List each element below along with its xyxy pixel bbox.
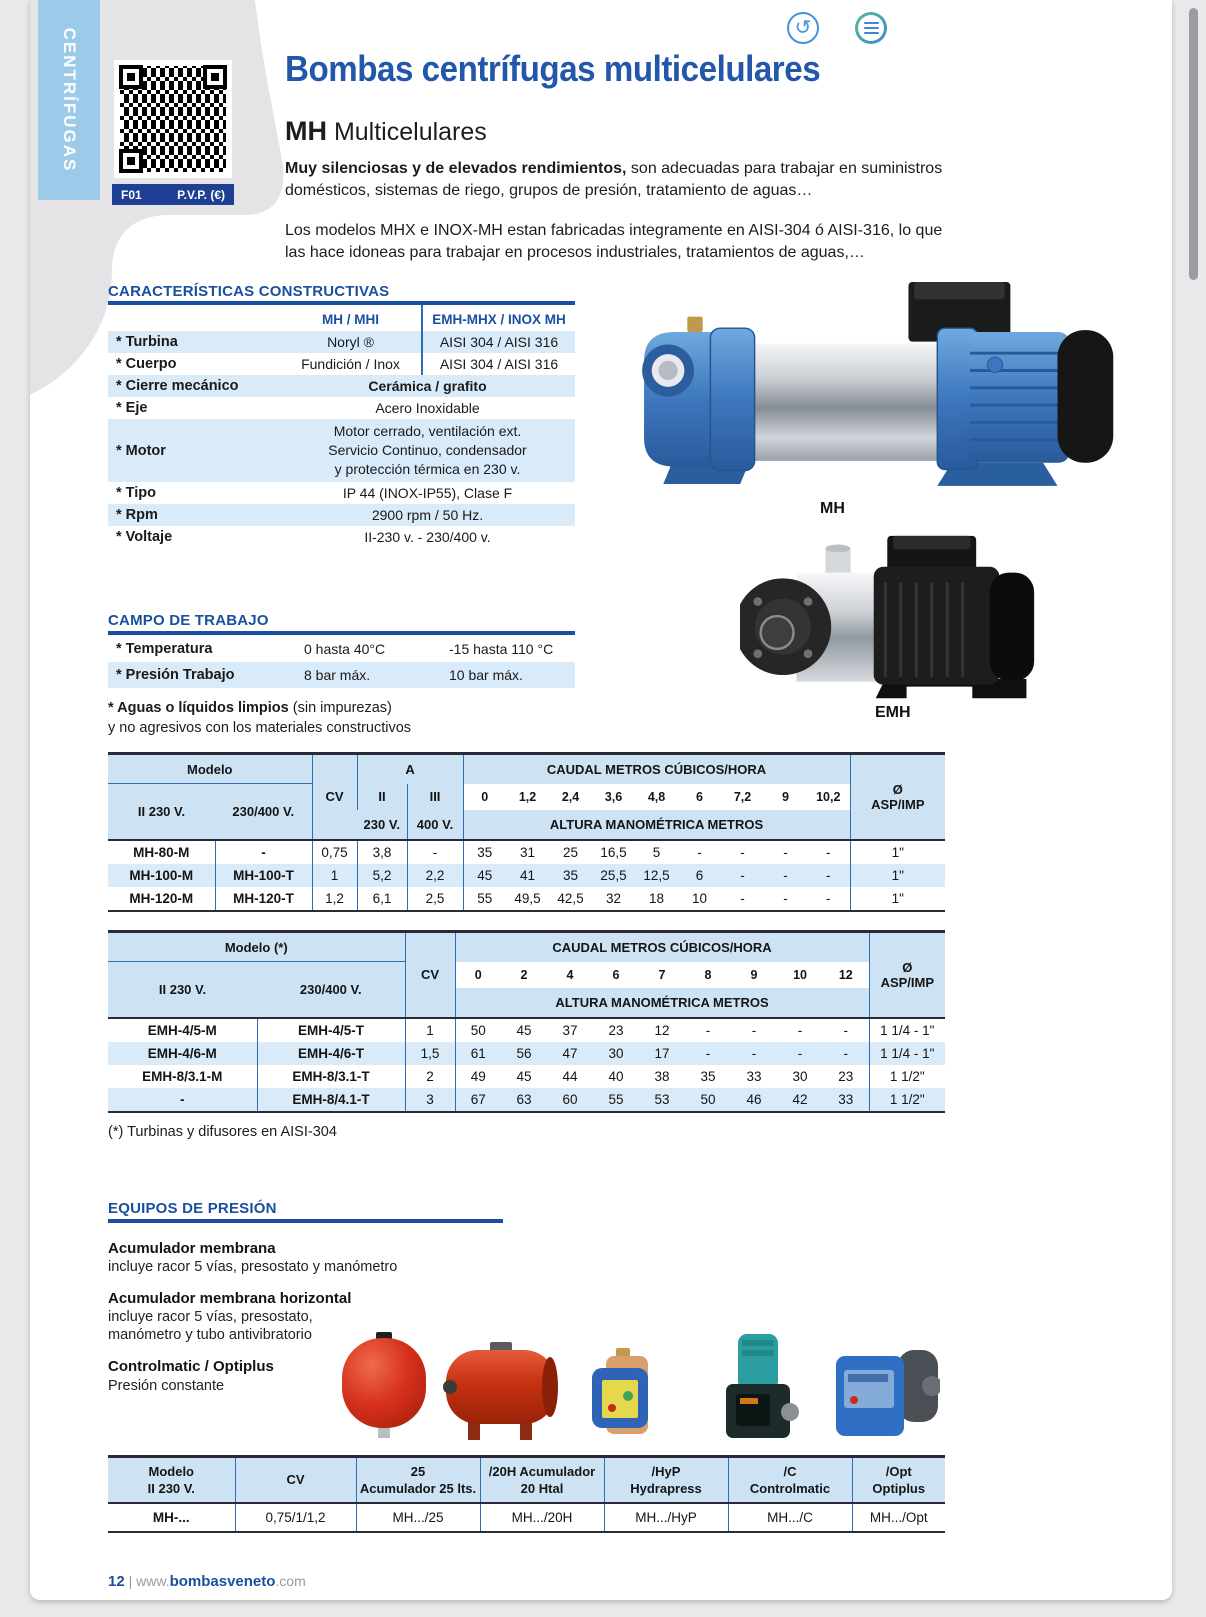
emh-image-label: EMH xyxy=(875,704,911,721)
table-row xyxy=(108,1065,945,1088)
flow-header-cell: 0 xyxy=(463,784,506,810)
table-cell: 31 xyxy=(520,844,536,860)
table-cell: 49,5 xyxy=(514,890,541,906)
table-cell: 45 xyxy=(516,1022,532,1038)
table-row xyxy=(108,1503,945,1532)
spec-value: -15 hasta 110 °C xyxy=(449,641,554,657)
table-cell: MH-80-M xyxy=(133,844,190,860)
qr-finder-icon xyxy=(203,65,227,89)
column-header: /20H Acumulador 20 Htal xyxy=(480,1457,604,1503)
table-cell: 33 xyxy=(746,1068,762,1084)
section-rule xyxy=(108,631,575,635)
intro-lead: Muy silenciosas y de elevados rendimientos, xyxy=(285,160,627,177)
page-footer xyxy=(108,1573,306,1590)
qr-code xyxy=(114,60,232,178)
table-cell: 35 xyxy=(700,1068,716,1084)
menu-button[interactable] xyxy=(855,12,887,44)
horizontal-accumulator-image xyxy=(442,1342,560,1442)
table-cell: EMH-4/6-T xyxy=(257,1042,405,1065)
spec-value: IP 44 (INOX-IP55), Clase F xyxy=(342,485,513,501)
table-cell: 6 xyxy=(695,867,704,883)
motor-line: Motor cerrado, ventilación ext. xyxy=(333,423,522,439)
table-cell: 1" xyxy=(850,840,945,864)
equipos-table xyxy=(108,1455,945,1533)
flow-header-cell: 7,2 xyxy=(721,784,764,810)
table-cell: EMH-8/3.1-M xyxy=(142,1068,223,1084)
spec-value xyxy=(280,419,575,482)
table-cell: 1" xyxy=(850,887,945,911)
menu-icon xyxy=(858,15,884,41)
a-sub-header: 400 V. xyxy=(407,810,463,840)
motor-line: Servicio Continuo, condensador xyxy=(328,442,527,458)
table-cell: MH.../25 xyxy=(356,1503,480,1532)
caudal-header: CAUDAL METROS CÚBICOS/HORA xyxy=(463,754,850,784)
spec-label: * Rpm xyxy=(116,507,158,523)
cv-header: CV xyxy=(312,754,357,840)
footer-separator: | xyxy=(128,1573,133,1589)
section-heading-campo: CAMPO DE TRABAJO xyxy=(108,612,269,629)
table-cell: - xyxy=(740,867,745,883)
page-title: Bombas centrífugas multicelulares xyxy=(285,48,821,89)
asp-label: ASP/IMP xyxy=(880,974,935,990)
table-body xyxy=(108,840,945,911)
motor-line: y protección térmica en 230 v. xyxy=(334,461,521,477)
table-cell: MH.../20H xyxy=(480,1503,604,1532)
flow-header-cell: 8 xyxy=(685,962,731,988)
caracteristicas-table xyxy=(108,305,575,548)
intro-paragraph xyxy=(285,158,945,202)
spec-label: * Turbina xyxy=(116,334,178,350)
caudal-header: CAUDAL METROS CÚBICOS/HORA xyxy=(455,932,869,962)
spec-label: * Presión Trabajo xyxy=(116,667,235,683)
emh-performance-table xyxy=(108,930,945,1113)
table-cell: EMH-8/3.1-T xyxy=(257,1065,405,1088)
spec-value: AISI 304 / AISI 316 xyxy=(422,353,575,375)
controlmatic-image xyxy=(716,1334,800,1446)
spec-value: Fundición / Inox xyxy=(301,356,400,372)
table-footnote: (*) Turbinas y difusores en AISI-304 xyxy=(108,1124,337,1140)
flow-header-row xyxy=(108,784,945,810)
mh-performance-table xyxy=(108,752,945,912)
flow-header-cell: 4,8 xyxy=(635,784,678,810)
table-cell: 40 xyxy=(608,1068,624,1084)
table-cell: 42 xyxy=(792,1091,808,1107)
scrollbar-thumb[interactable] xyxy=(1189,8,1198,280)
asp-header xyxy=(869,932,945,1018)
table-cell: MH-120-M xyxy=(129,890,194,906)
table-cell: 5,2 xyxy=(357,864,407,887)
spec-value: 0 hasta 40°C xyxy=(304,641,386,657)
table-cell: - xyxy=(407,840,463,864)
flow-header-cell: 12 xyxy=(823,962,869,988)
table-body xyxy=(108,1018,945,1112)
asp-label: ASP/IMP xyxy=(871,796,925,812)
table-cell: 35 xyxy=(463,840,506,864)
table-cell: 56 xyxy=(516,1045,532,1061)
footer-tld: .com xyxy=(275,1573,306,1589)
spec-value: 2900 rpm / 50 Hz. xyxy=(371,507,484,523)
table-cell: EMH-8/4.1-T xyxy=(257,1088,405,1112)
table-row xyxy=(108,864,945,887)
table-row xyxy=(108,887,945,911)
cv-header: CV xyxy=(405,932,455,1018)
equipos-item-desc: incluye racor 5 vías, presostato, xyxy=(108,1309,313,1325)
table-cell: 6,1 xyxy=(357,887,407,911)
table-cell: 17 xyxy=(654,1045,670,1061)
vertical-accumulator-image xyxy=(340,1332,428,1440)
section-heading-equipos: EQUIPOS DE PRESIÓN xyxy=(108,1200,277,1217)
voltage-column-header: 230/400 V. xyxy=(257,962,405,1018)
table-cell: 61 xyxy=(455,1042,501,1065)
spec-row xyxy=(108,353,575,375)
a-sub-header: II xyxy=(357,784,407,810)
table-cell: 1" xyxy=(850,864,945,887)
qr-finder-icon xyxy=(119,149,143,173)
asp-header xyxy=(850,754,945,840)
table-row xyxy=(108,1088,945,1112)
product-family: Multicelulares xyxy=(333,118,487,146)
flow-header-cell: 9 xyxy=(764,784,807,810)
spec-row xyxy=(108,397,575,419)
table-cell: MH.../HyP xyxy=(604,1503,728,1532)
flow-header-cell: 6 xyxy=(678,784,721,810)
equipos-item-title: Controlmatic / Optiplus xyxy=(108,1358,274,1375)
table-cell: - xyxy=(740,844,745,860)
spec-row xyxy=(108,662,575,688)
catalog-page xyxy=(30,0,1172,1600)
note-lead: * Aguas o líquidos limpios xyxy=(108,700,289,716)
table-cell: 30 xyxy=(608,1045,624,1061)
table-cell: 5 xyxy=(652,844,661,860)
modelo-header: Modelo (*) xyxy=(108,932,405,962)
water-note-line2: y no agresivos con los materiales constructivos xyxy=(108,720,412,736)
equipos-item-desc: manómetro y tubo antivibratorio xyxy=(108,1327,312,1343)
footer-brand: bombasveneto xyxy=(169,1573,276,1590)
flow-header-row xyxy=(108,962,945,988)
spec-label: * Cuerpo xyxy=(116,356,177,372)
table-row xyxy=(108,1018,945,1042)
mh-pump-image xyxy=(620,268,1120,498)
altura-header: ALTURA MANOMÉTRICA METROS xyxy=(463,810,850,840)
table-cell: 2 xyxy=(405,1065,455,1088)
table-cell: 50 xyxy=(700,1091,716,1107)
voltage-column-header: 230/400 V. xyxy=(215,784,312,840)
section-heading-caracteristicas: CARACTERÍSTICAS CONSTRUCTIVAS xyxy=(108,283,390,300)
table-cell: - xyxy=(843,1022,849,1038)
table-cell: 44 xyxy=(562,1068,578,1084)
table-cell: 2,5 xyxy=(407,887,463,911)
spec-row xyxy=(108,504,575,526)
table-cell: 1 1/4 - 1" xyxy=(869,1042,945,1065)
models-paragraph: Los modelos MHX e INOX-MH estan fabricadas integramente en AISI-304 ó AISI-316, lo que las hace idoneas para trabajar en procesos industriales, tratamientos de aguas,… xyxy=(285,222,943,261)
table-cell: 50 xyxy=(455,1018,501,1042)
table-cell: 37 xyxy=(562,1022,578,1038)
footer-www: www. xyxy=(136,1573,170,1589)
table-cell: 55 xyxy=(463,887,506,911)
table-cell: 46 xyxy=(746,1091,762,1107)
column-header: Modelo II 230 V. xyxy=(108,1457,235,1503)
table-cell: 0,75 xyxy=(312,840,357,864)
table-cell: MH-100-M xyxy=(129,867,194,883)
table-cell: 47 xyxy=(562,1045,578,1061)
table-cell: MH.../C xyxy=(728,1503,852,1532)
table-header xyxy=(108,1457,945,1503)
table-cell: 1,2 xyxy=(312,887,357,911)
table-cell: - xyxy=(180,1091,185,1107)
table-cell: - xyxy=(797,1022,803,1038)
table-cell: 35 xyxy=(563,867,579,883)
table-cell: 49 xyxy=(455,1065,501,1088)
qr-finder-icon xyxy=(119,65,143,89)
table-row xyxy=(108,840,945,864)
undo-button[interactable] xyxy=(787,12,819,44)
table-cell: - xyxy=(751,1045,757,1061)
table-cell: - xyxy=(783,867,788,883)
a-sub-header: III xyxy=(407,784,463,810)
column-header: /Opt Optiplus xyxy=(852,1457,945,1503)
reference-code: F01 xyxy=(121,187,142,202)
equipos-item-desc: Presión constante xyxy=(108,1378,225,1394)
column-header: /C Controlmatic xyxy=(728,1457,852,1503)
table-cell: 38 xyxy=(654,1068,670,1084)
table-cell: 53 xyxy=(654,1091,670,1107)
table-cell: - xyxy=(797,1045,803,1061)
flow-header-cell: 1,2 xyxy=(506,784,549,810)
equipos-item-desc: incluye racor 5 vías, presostato y manómetro xyxy=(108,1259,398,1275)
spec-label: * Eje xyxy=(116,400,148,416)
table-cell: 42,5 xyxy=(557,890,584,906)
spec-value: Noryl ® xyxy=(327,334,374,350)
table-cell: 16,5 xyxy=(600,844,627,860)
table-cell: 12,5 xyxy=(643,867,670,883)
table-cell: MH-... xyxy=(152,1509,190,1525)
table-cell: 1 1/2" xyxy=(869,1088,945,1112)
table-cell: 1,5 xyxy=(405,1042,455,1065)
table-cell: 3 xyxy=(405,1088,455,1112)
mh-image-label: MH xyxy=(820,500,845,517)
column-header: /HyP Hydrapress xyxy=(604,1457,728,1503)
spec-row xyxy=(108,419,575,482)
table-cell: - xyxy=(826,844,831,860)
table-cell: - xyxy=(783,844,788,860)
table-cell: 2,2 xyxy=(407,864,463,887)
campo-table xyxy=(108,636,575,688)
spec-label: * Voltaje xyxy=(116,529,173,545)
table-cell: 1 xyxy=(312,864,357,887)
flow-header-cell: 7 xyxy=(639,962,685,988)
price-label: P.V.P. (€) xyxy=(177,187,225,202)
flow-header-cell: 6 xyxy=(593,962,639,988)
a-sub-header: 230 V. xyxy=(357,810,407,840)
table-cell: 25 xyxy=(563,844,579,860)
spec-row xyxy=(108,331,575,353)
category-tab-label: CENTRÍFUGAS xyxy=(60,27,79,173)
column-header: MH / MHI xyxy=(322,312,379,327)
hydrapress-switch-image xyxy=(586,1348,664,1442)
emh-pump-image xyxy=(740,532,1050,704)
table-cell: EMH-4/5-T xyxy=(257,1018,405,1042)
spec-row xyxy=(108,482,575,504)
section-rule xyxy=(108,1219,503,1223)
product-code: MH xyxy=(285,116,327,146)
table-cell: 55 xyxy=(608,1091,624,1107)
table-header xyxy=(108,754,945,840)
table-cell: 41 xyxy=(520,867,536,883)
table-cell: - xyxy=(751,1022,757,1038)
spec-label: * Tipo xyxy=(116,485,157,501)
note-rest: (sin impurezas) xyxy=(288,700,392,716)
table-header-row xyxy=(108,305,575,331)
table-cell: MH-100-T xyxy=(215,864,312,887)
table-cell: 45 xyxy=(516,1068,532,1084)
table-cell: 1 xyxy=(405,1018,455,1042)
a-header: A xyxy=(357,754,463,784)
asp-symbol: Ø xyxy=(902,959,913,975)
table-header-row xyxy=(108,754,945,784)
spec-value: Acero Inoxidable xyxy=(375,400,480,416)
table-cell: 23 xyxy=(608,1022,624,1038)
spec-value: AISI 304 / AISI 316 xyxy=(422,331,575,353)
voltage-column-header: II 230 V. xyxy=(108,784,215,840)
table-cell: 0,75/1/1,2 xyxy=(235,1503,356,1532)
flow-header-cell: 0 xyxy=(455,962,501,988)
voltage-column-header: II 230 V. xyxy=(108,962,257,1018)
column-header: 25 Acumulador 25 lts. xyxy=(356,1457,480,1503)
spec-value: 10 bar máx. xyxy=(449,667,523,683)
table-cell: 45 xyxy=(463,864,506,887)
flow-header-cell: 9 xyxy=(731,962,777,988)
table-cell: 67 xyxy=(455,1088,501,1112)
flow-header-cell: 10 xyxy=(777,962,823,988)
spec-label: * Temperatura xyxy=(116,641,213,657)
spec-value: II-230 v. - 230/400 v. xyxy=(364,529,491,545)
spec-value: Cerámica / grafito xyxy=(368,378,487,394)
table-cell: 33 xyxy=(838,1091,854,1107)
table-cell: 30 xyxy=(792,1068,808,1084)
table-cell: - xyxy=(826,890,831,906)
table-cell: MH-120-T xyxy=(215,887,312,911)
optiplus-image xyxy=(836,1344,940,1446)
flow-header-cell: 2 xyxy=(501,962,547,988)
water-note xyxy=(108,700,392,716)
spec-value: 8 bar máx. xyxy=(304,667,371,683)
empty-header-cell xyxy=(108,305,280,331)
flow-header-cell: 10,2 xyxy=(807,784,850,810)
spec-row xyxy=(108,375,575,397)
equipos-item-title: Acumulador membrana xyxy=(108,1240,276,1257)
spec-row xyxy=(108,636,575,662)
spec-label: * Motor xyxy=(116,442,166,459)
category-tab xyxy=(38,0,100,200)
table-cell: 32 xyxy=(606,890,622,906)
flow-header-cell: 2,4 xyxy=(549,784,592,810)
altura-header: ALTURA MANOMÉTRICA METROS xyxy=(455,988,869,1018)
table-cell: 10 xyxy=(692,890,708,906)
page-number: 12 xyxy=(108,1573,125,1590)
column-header: CV xyxy=(235,1457,356,1503)
table-cell: - xyxy=(705,1045,711,1061)
intro-rest: son adecuadas para trabajar en suministros domésticos, sistemas de riego, grupos de presión, tratamiento de aguas… xyxy=(285,160,943,199)
spec-row xyxy=(108,526,575,548)
table-cell: - xyxy=(843,1045,849,1061)
reference-badge xyxy=(112,184,234,205)
table-header xyxy=(108,932,945,1018)
table-cell: 23 xyxy=(838,1068,854,1084)
table-cell: 25,5 xyxy=(600,867,627,883)
table-cell: EMH-4/6-M xyxy=(147,1045,217,1061)
table-cell: - xyxy=(705,1022,711,1038)
equipos-item-title: Acumulador membrana horizontal xyxy=(108,1290,352,1307)
flow-header-cell: 3,6 xyxy=(592,784,635,810)
spec-label: * Cierre mecánico xyxy=(116,378,239,394)
table-header-row xyxy=(108,932,945,962)
table-cell: 3,8 xyxy=(357,840,407,864)
table-cell: - xyxy=(783,890,788,906)
modelo-header: Modelo xyxy=(108,754,312,784)
table-cell: - xyxy=(826,867,831,883)
asp-symbol: Ø xyxy=(892,781,903,797)
table-cell: - xyxy=(215,840,312,864)
table-cell: EMH-4/5-M xyxy=(147,1022,217,1038)
table-cell: MH.../Opt xyxy=(852,1503,945,1532)
table-cell: 1 1/2" xyxy=(869,1065,945,1088)
table-body xyxy=(108,1503,945,1532)
flow-header-cell: 4 xyxy=(547,962,593,988)
column-header: EMH-MHX / INOX MH xyxy=(422,305,575,331)
table-cell: - xyxy=(740,890,745,906)
table-header-row xyxy=(108,1457,945,1503)
table-cell: 1 1/4 - 1" xyxy=(869,1018,945,1042)
table-cell: 60 xyxy=(562,1091,578,1107)
table-cell: 63 xyxy=(516,1091,532,1107)
table-row xyxy=(108,1042,945,1065)
product-subtitle xyxy=(285,116,487,147)
table-cell: 12 xyxy=(654,1022,670,1038)
table-cell: 18 xyxy=(649,890,665,906)
undo-icon: ↺ xyxy=(794,17,812,39)
table-cell: - xyxy=(697,844,702,860)
